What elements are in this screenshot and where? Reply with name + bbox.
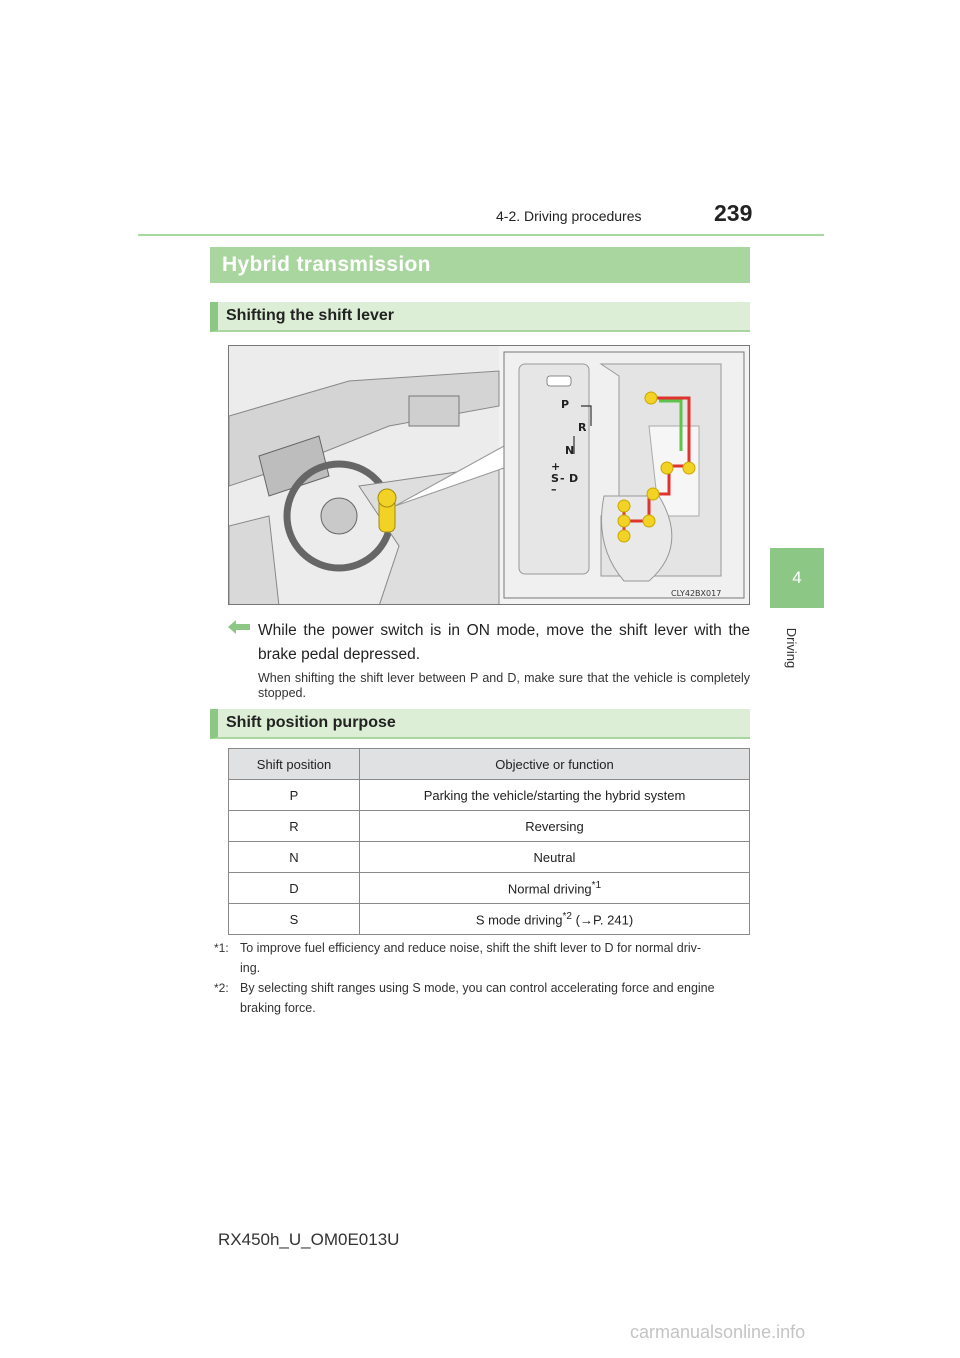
footnote-mark: *1: [214,941,229,955]
table-row [229,873,750,904]
column-header-function: Objective or function [360,749,750,780]
shift-lever-illustration [228,345,750,605]
function-text: Normal driving [507,881,592,897]
chapter-label: Driving [784,627,799,669]
running-header-title: 4-2. Driving procedures [496,208,642,224]
footnote-text: To improve fuel efficiency and reduce noise, shift the shift lever to D for normal driv- [240,941,702,955]
instruction-note: When shifting the shift lever between P and D, make sure that the vehicle is completely stopped. [258,671,750,700]
header-rule [138,234,824,236]
function-text: Neutral [533,849,576,865]
subsection-heading-purpose [210,709,750,739]
cell-function [360,811,750,842]
illustration-svg [229,346,750,605]
gate-label-dash: - [560,472,565,485]
watermark: carmanualsonline.info [630,1322,806,1342]
cell-function [360,873,750,904]
cell-function [360,842,750,873]
footnote-continuation: ing. [240,961,261,975]
cell-position: N [229,842,360,873]
gate-label-n: N [565,444,575,457]
gate-label-d: D [569,472,579,485]
function-text: S mode driving [475,912,563,928]
footnote-mark: *2: [214,981,229,995]
table-row [229,811,750,842]
shift-position-table [228,748,750,935]
function-text: Parking the vehicle/starting the hybrid system [423,787,686,803]
manual-code: RX450h_U_OM0E013U [218,1230,400,1249]
page-number: 239 [714,200,753,226]
cell-position: R [229,811,360,842]
cell-position: P [229,780,360,811]
column-header-position: Shift position [229,749,360,780]
function-text: Reversing [525,818,584,834]
gate-label-minus: – [551,483,557,496]
cell-position: D [229,873,360,904]
footnote-continuation: braking force. [240,1001,316,1015]
chapter-tab: 4 [770,548,824,608]
subsection-heading-text: Shift position purpose [226,714,396,731]
gate-label-plus: + [551,460,561,473]
section-heading-text: Hybrid transmission [222,253,431,276]
subsection-heading-text: Shifting the shift lever [226,307,395,324]
cell-function [360,780,750,811]
arrow-bullet-icon [228,620,250,634]
table-row [229,780,750,811]
footnote-2 [214,978,750,1018]
table-header-row [229,749,750,780]
table-row [229,842,750,873]
gate-label-r: R [578,421,587,434]
gate-label-p: P [561,398,570,411]
cell-position: S [229,904,360,935]
illustration-code: CLY42BX017 [671,589,722,598]
instruction-text: While the power switch is in ON mode, move the shift lever with the brake pedal depressed. [258,622,750,663]
gate-label-s: S [551,472,559,485]
section-heading [210,247,750,283]
footnote-ref: *1 [591,879,602,891]
cell-function [360,904,750,935]
subsection-heading-shifting [210,302,750,332]
table-row [229,904,750,935]
footnote-text: By selecting shift ranges using S mode, you can control accelerating force and engine [240,981,715,995]
page-reference-link[interactable]: (→P. 241) [575,912,634,928]
footnote-ref: *2 [562,910,572,922]
footnote-1 [214,938,750,978]
